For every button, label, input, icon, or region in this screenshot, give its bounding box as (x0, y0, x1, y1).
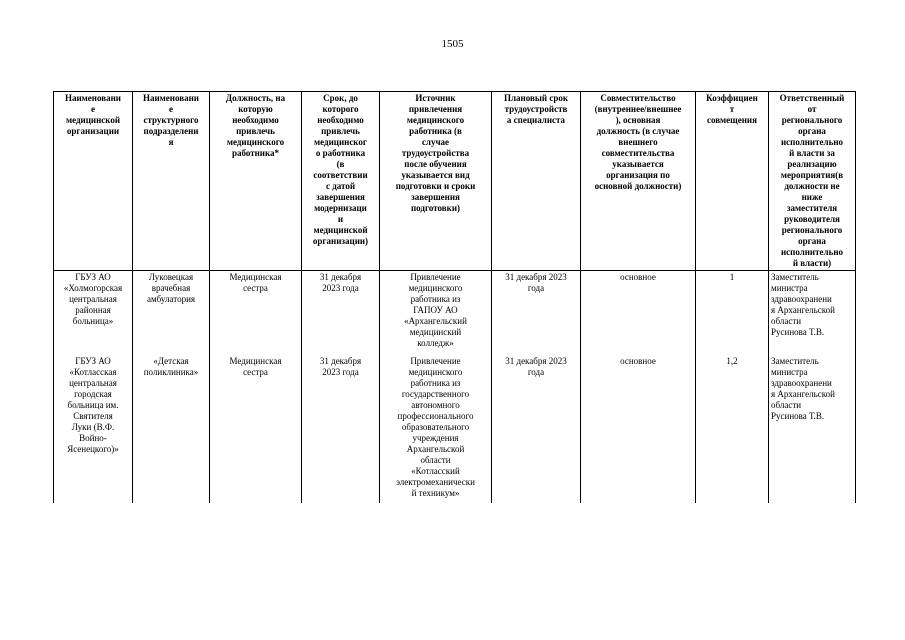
cell-coefficient: 1,2 (696, 355, 769, 503)
header-organization: Наименовани е медицинской организации (54, 92, 133, 271)
cell-coefficient: 1 (696, 271, 769, 356)
page-number: 1505 (441, 38, 464, 50)
header-planned-date: Плановый срок трудоустройств а специалиста (492, 92, 581, 271)
header-subdivision: Наименовани е структурного подразделени я (133, 92, 210, 271)
table-row (54, 271, 856, 356)
table-row (54, 355, 856, 503)
cell-organization: ГБУЗ АО «Котласская центральная городская больница им. Святителя Луки (В.Ф. Войно- Ясенецкого)» (54, 355, 133, 503)
staffing-table (53, 91, 856, 503)
cell-deadline: 31 декабря 2023 года (302, 355, 380, 503)
header-coefficient: Коэффициен т совмещения (696, 92, 769, 271)
cell-combination: основное (581, 355, 696, 503)
cell-combination: основное (581, 271, 696, 356)
table-header-row (54, 92, 856, 271)
cell-organization: ГБУЗ АО «Холмогорская центральная районная больница» (54, 271, 133, 356)
header-source: Источник привлечения медицинского работника (в случае трудоустройства после обучения указывается вид подготовки и сроки завершения подготовки) (380, 92, 492, 271)
cell-responsible: Заместитель министра здравоохранени я Архангельской области Русинова Т.В. (769, 355, 856, 503)
cell-subdivision: «Детская поликлиника» (133, 355, 210, 503)
cell-deadline: 31 декабря 2023 года (302, 271, 380, 356)
cell-source: Привлечение медицинского работника из государственного автономного профессионального образовательного учреждения Архангельской области «Котласский электромеханически й техникум» (380, 355, 492, 503)
cell-planned-date: 31 декабря 2023 года (492, 271, 581, 356)
cell-source: Привлечение медицинского работника из ГАПОУ АО «Архангельский медицинский колледж» (380, 271, 492, 356)
cell-position: Медицинская сестра (210, 271, 302, 356)
cell-position: Медицинская сестра (210, 355, 302, 503)
header-position: Должность, на которую необходимо привлечь медицинского работника* (210, 92, 302, 271)
cell-planned-date: 31 декабря 2023 года (492, 355, 581, 503)
cell-responsible: Заместитель министра здравоохранени я Архангельской области Русинова Т.В. (769, 271, 856, 356)
header-combination: Совместительство (внутреннее/внешнее ), основная должность (в случае внешнего совместительства указывается организация по основной должности) (581, 92, 696, 271)
header-responsible: Ответственный от регионального органа исполнительно й власти за реализацию мероприятия(в должности не ниже заместителя руководителя регионального органа исполнительно й власти) (769, 92, 856, 271)
header-deadline: Срок, до которого необходимо привлечь медицинског о работника (в соответствии с датой завершения модернизаци и медицинской организации) (302, 92, 380, 271)
cell-subdivision: Луковецкая врачебная амбулатория (133, 271, 210, 356)
